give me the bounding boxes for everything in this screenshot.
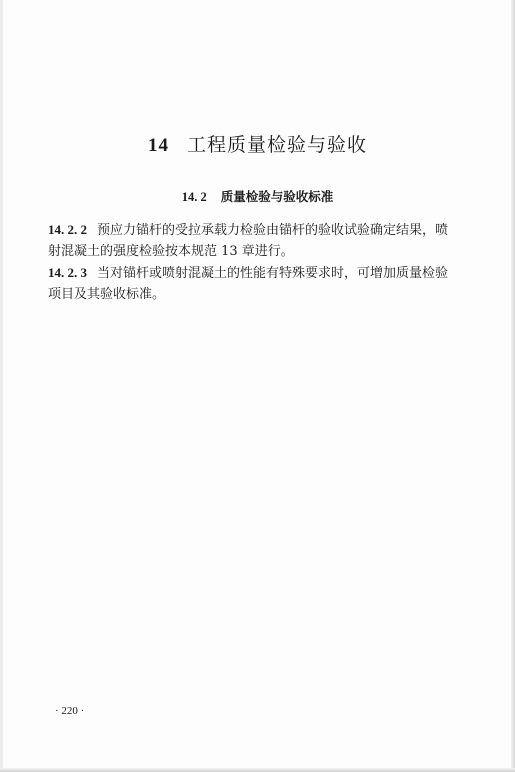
clause-number: 14. 2. 3 xyxy=(48,265,87,280)
clause-number: 14. 2. 2 xyxy=(48,222,87,237)
clause-text: 预应力锚杆的受拉承载力检验由锚杆的验收试验确定结果，喷射混凝土的强度检验按本规范 13 章进行。 xyxy=(48,223,449,259)
chapter-title-text: 工程质量检验与验收 xyxy=(186,134,367,156)
section-number: 14. 2 xyxy=(181,190,207,204)
scan-edge-bottom xyxy=(0,768,515,772)
scan-edge-left xyxy=(0,0,3,772)
chapter-number: 14 xyxy=(147,135,169,156)
section-heading xyxy=(0,187,515,205)
scan-edge-right xyxy=(511,0,515,772)
page-number: · 220 · xyxy=(55,705,85,717)
section-title-text: 质量检验与验收标准 xyxy=(220,189,334,204)
clause-14-2-2 xyxy=(48,219,453,262)
clause-text: 当对锚杆或喷射混凝土的性能有特殊要求时，可增加质量检验项目及其验收标准。 xyxy=(48,266,449,302)
clause-14-2-3 xyxy=(48,262,453,305)
chapter-heading xyxy=(0,130,515,157)
